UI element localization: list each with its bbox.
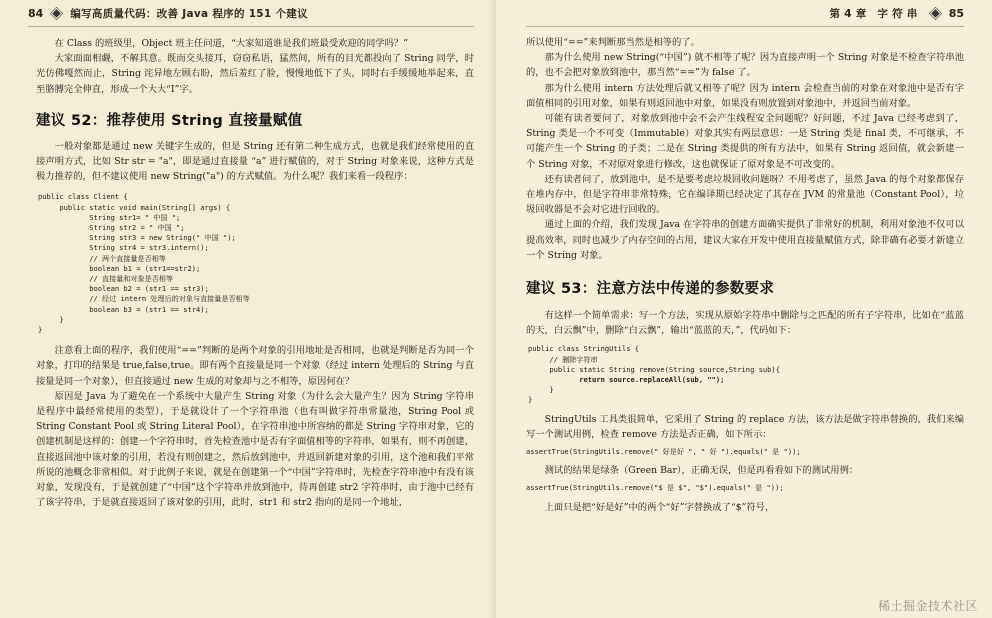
paragraph: 那为什么使用 new String(“中国”) 就不相等了呢？因为直接声明一个 String 对象是不检查字符串池的，也不会把对象放到池中，那当然“==”为 false 了。	[526, 52, 964, 79]
diamond-ornament-icon	[53, 9, 62, 18]
code-line: }	[528, 385, 554, 395]
right-page-header	[526, 0, 964, 27]
assert-code-line: assertTrue(StringUtils.remove("$ 是 $", "$").equals(" 是 "));	[526, 483, 784, 493]
code-line: String str3 = new String(" 中国 ");	[38, 233, 236, 243]
paragraph: 通过上面的介绍，我们发现 Java 在字符串的创建方面确实提供了非常好的机制，利用对象池不仅可以提高效率，同时也减少了内存空间的占用，建议大家在开发中使用直接量赋值方式，除非确有必要才新建立一个 String 对象。	[526, 219, 964, 261]
code-line: return source.replaceAll(sub, "");	[528, 375, 725, 385]
diamond-ornament-icon	[931, 9, 940, 18]
code-line: boolean b3 = (str1 == str4);	[38, 304, 209, 314]
paragraph: 测试的结果是绿条（Green Bar），正确无误，但是再看看如下的测试用例：	[544, 465, 859, 477]
paragraph: 那为什么使用 intern 方法处理后就又相等了呢？因为 intern 会检查当前的对象在对象池中是否有字面值相同的引用对象，如果有则返回池中对象，如果没有则放置到对象池中，并返回当前对象。	[526, 82, 964, 109]
watermark: 稀土掘金技术社区	[877, 599, 978, 613]
code-line: String str2 = " 中国 ";	[38, 223, 185, 233]
section-title: 建议 52：推荐使用 String 直接量赋值	[36, 112, 303, 129]
code-comment: // 经过 intern 处理后的对象与直接量是否相等	[38, 294, 250, 304]
code-line: boolean b1 = (str1==str2);	[38, 263, 201, 273]
left-page-header	[28, 0, 474, 27]
paragraph: 一般对象都是通过 new 关键字生成的，但是 String 还有第二种生成方式，也就是我们经常使用的直接声明方式，比如 Str str = "a"，即是通过直接量 “a” 进行赋值的，对于 String 对象来说，这种方式是极力推荐的，但不建议使用 new String("a") 的方式赋值。为什么呢？我们来看一段程序：	[36, 140, 474, 183]
assert-code-line: assertTrue(StringUtils.remove(" 好是好 ", " 好 ").equals(" 是 "));	[526, 447, 801, 457]
paragraph: 注意看上面的程序，我们使用“==”判断的是两个对象的引用地址是否相同，也就是判断是否为同一个对象，打印的结果是 true,false,true。即有两个直接量是同一个对象（经过 intern 处理后的 String 与直接量是同一个对象），但直接通过 new 生成的对象却与之不相等，原因何在？	[36, 345, 474, 387]
intro-paragraph: 在 Class 的班级里，Object 班主任问道，“大家知道谁是我们班最受欢迎的同学吗？”	[54, 38, 408, 49]
code-line: String str1= " 中国 ";	[38, 212, 181, 222]
page-number: 85	[948, 6, 964, 20]
paragraph: StringUtils 工具类很简单，它采用了 String 的 replace 方法，该方法是做字符串替换的，我们来编写一个测试用例，检查 remove 方法是否正确，如下所示：	[526, 413, 964, 440]
code-line: public static void main(String[] args) {	[38, 202, 231, 212]
paragraph: 原因是 Java 为了避免在一个系统中大量产生 String 对象（为什么会大量产生？因为 String 字符串是程序中最经常使用的类型），于是就设计了一个字符串池（也有叫做字符串常量池，String Pool 或 String Constant Pool 或 String Literal Pool），在字符串池中所容纳的都是 String 字符串对象，它的创建机制是这样的：创建一个字符串时，首先检查池中是否有字面值相等的字符串，如果有，则不再创建，直接返回池中该对象的引用，若没有则创建之，然后放到池中，并返回新建对象的引用，这个池和我们平常所说的池概念非常相似。对于此例子来说，就是在创建第一个“中国”字符串时，先检查字符串池中有没有该对象，发现没有，于是就创建了“中国”这个字符串并放到池中，待再创建 str2 字符串时，由于池中已经有了该字符串，于是就直接返回了该对象的引用，此时，str1 和 str2 指向的是同一个地址，	[36, 390, 474, 509]
paragraph: 可能有读者要问了，对象放到池中会不会产生线程安全问题呢？好问题，不过 Java 已经考虑到了，String 类是一个不可变（Immutable）对象其实有两层意思：一是 String 类是 final 类，不可继承，不可能产生一个 String 的子类；二是在 String 类提供的所有方法中，如果有 String 返回值，就会新建一个 String 对象，不对原对象进行修改，这也就保证了原对象是不可改变的。	[526, 113, 964, 170]
code-comment: // 删除字符串	[528, 354, 598, 364]
paragraph: 所以使用“==”来判断那当然是相等的了。	[526, 37, 700, 48]
code-line: }	[38, 325, 43, 335]
code-line: boolean b2 = (str1 == str3);	[38, 284, 209, 294]
code-comment: // 两个直接量是否相等	[38, 253, 166, 263]
code-line: }	[528, 395, 533, 405]
paragraph: 还有读者问了，放到池中，是不是要考虑垃圾回收问题呀？不用考虑了，虽然 Java 的每个对象都保存在堆内存中，但是字符串非常特殊，它在编译期已经决定了其存在 JVM 的常量池（Constant Pool），垃圾回收器是不会对它进行回收的。	[526, 173, 964, 216]
code-line: String str4 = str3.intern();	[38, 243, 209, 253]
code-block	[526, 344, 964, 405]
paragraph: 有这样一个简单需求：写一个方法，实现从原始字符串中删除与之匹配的所有子字符串，比如在“蓝蓝的天，白云飘”中，删除“白云飘”，输出“蓝蓝的天，”，代码如下：	[526, 310, 964, 337]
section-title: 建议 53：注意方法中传递的参数要求	[526, 281, 775, 298]
page-number: 84	[28, 6, 44, 20]
code-line: public class StringUtils {	[528, 344, 640, 354]
right-page	[496, 0, 992, 618]
code-block	[36, 192, 474, 335]
running-title: 第 4 章 字 符 串	[829, 7, 918, 20]
running-title: 编写高质量代码：改善 Java 程序的 151 个建议	[70, 7, 308, 20]
code-line: }	[38, 314, 64, 324]
code-line: public static String remove(String source,String sub){	[528, 364, 780, 374]
code-line: public class Client {	[38, 192, 128, 202]
code-comment: // 直接量和对象是否相等	[38, 274, 173, 284]
paragraph: 上面只是把“好是好”中的两个“好”字替换成了“$”符号，	[544, 501, 775, 513]
intro-paragraph: 大家面面相觑，不解其意。既而交头接耳，窃窃私语，猛然间，所有的目光都投向了 String 同学，时光仿佛嘎然而止，String 诧异地左顾右盼，然后羞红了脸，慢慢地低下了头，同时右手缓缓地举起来，直至胳膊完全伸直，形成一个大大“Ⅰ”字。	[36, 53, 474, 95]
